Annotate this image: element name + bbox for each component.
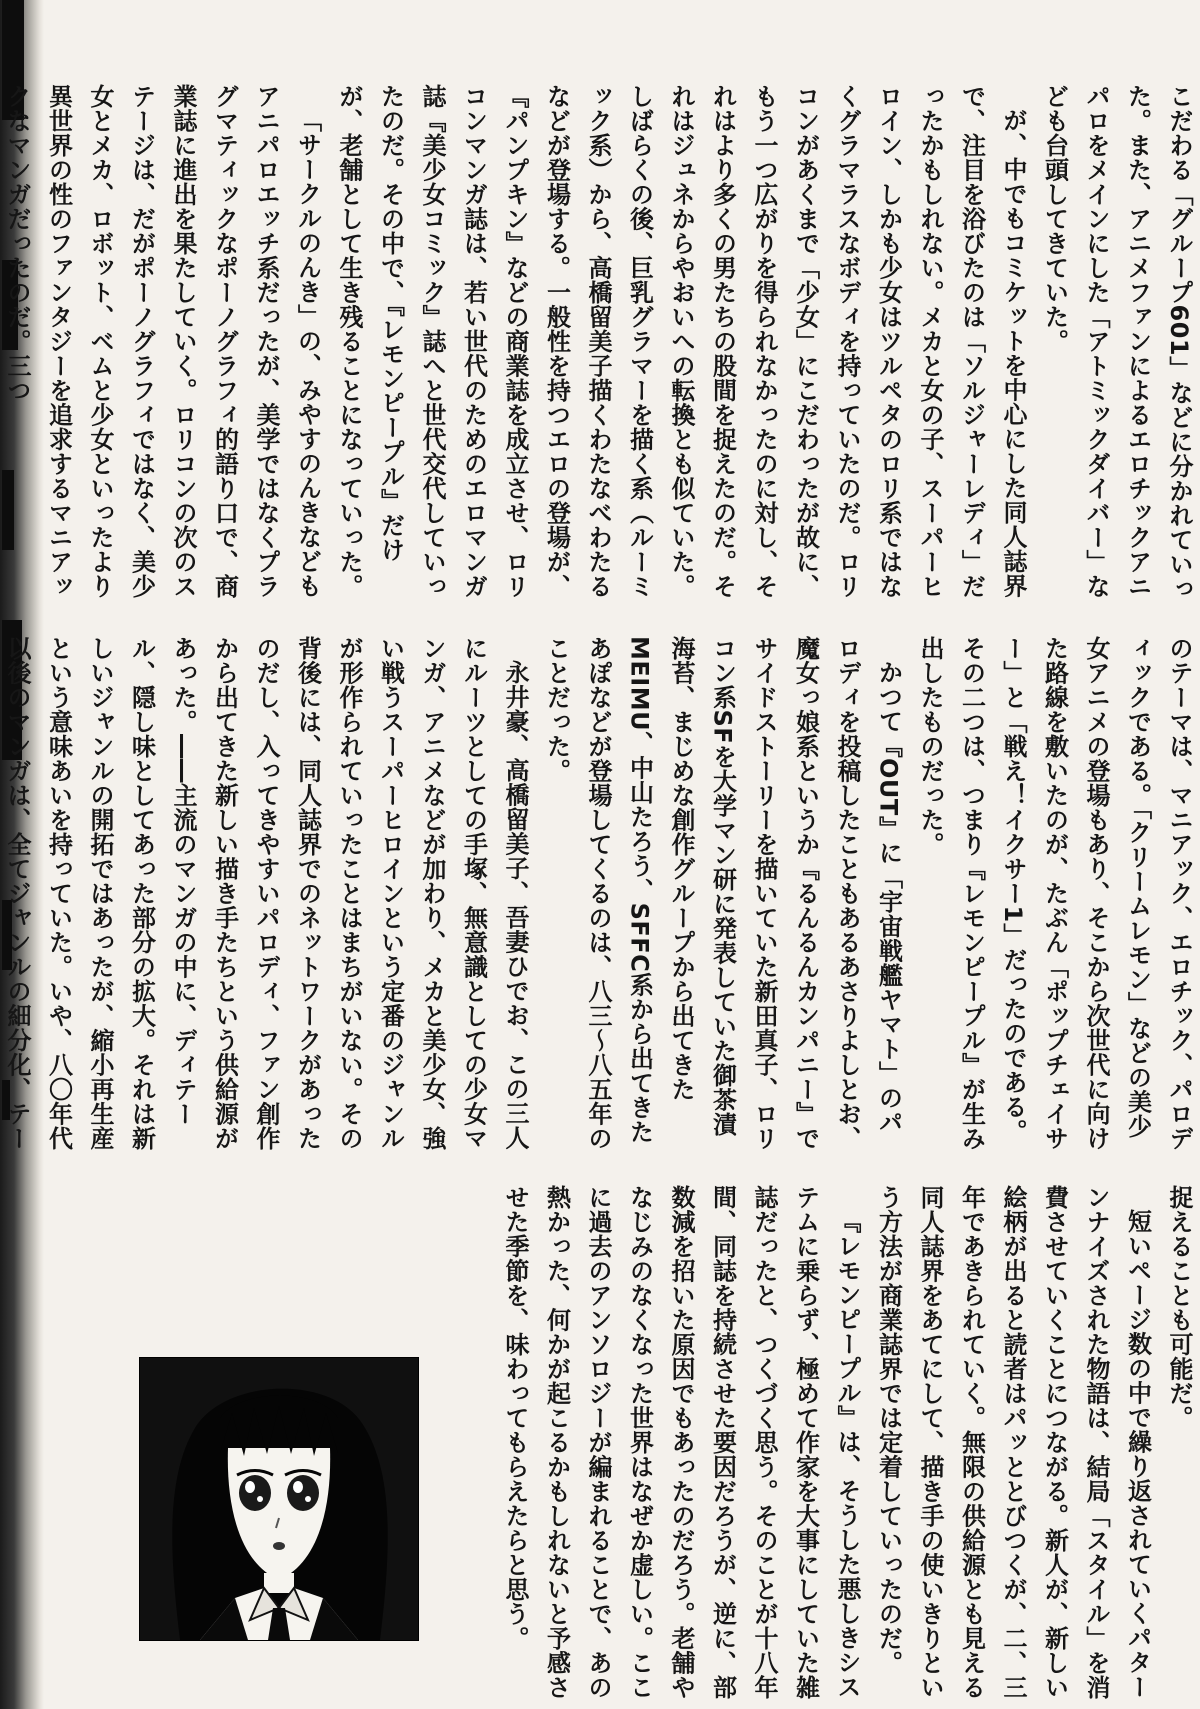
girl-portrait-image (140, 1358, 418, 1640)
paragraph: 永井豪、高橋留美子、吾妻ひでお、この三人にルーツとしての手塚、無意識としての少女マンガ、アニメなどが加わり、メカと美少女、強い戦うスーパーヒロインという定番のジャンルが形作られていったことはまちがいない。その背後には、同人誌界でのネットワークがあったのだし、入ってきやすいパロディ、ファン創作から出てきた新しい描き手たちという供給源があった。――主流のマンガの中に、ディテール、隠し味としてあった部分の拡大。それは新しいジャンルの開拓ではあったが、縮小再生産という意味あいを持っていた。いや、八〇年代以後のマンガは、全てジャンルの細分化、テー (3, 636, 529, 1151)
paragraph: こだわる「グループ601」などに分かれていった。また、アニメファンによるエロチックアニパロをメインにした「アトミックダイバー」なども台頭してきていた。 (1040, 84, 1193, 602)
paragraph: のテーマは、マニアック、エロチック、パロディックである。「クリームレモン」などの美少女アニメの登場もあり、そこから次世代に向けた路線を敷いたのが、たぶん「ポップチェイサー」と「戦え！イクサー1」だったのである。その二つは、つまり『レモンピープル』が生み出したものだった。 (916, 636, 1193, 1151)
paragraph: 短いページ数の中で繰り返されていくパターンナイズされた物語は、結局「スタイル」を消費させていくことにつながる。新人が、新しい絵柄が出ると読者はパッととびつくが、二、三年であきられていく。無限の供給源とも見える同人誌界をあてにして、描き手の使いきりという方法が商業誌界では定着していったのだ。 (874, 1185, 1152, 1700)
column-bottom (480, 1185, 1199, 1707)
paragraph: 『レモンピープル』は、そうした悪しきシステムに乗らず、極めて作家を大事にしていた雑誌だったと、つくづく思う。そのことが十八年間、同誌を持続させた要因だろうが、逆に、部数減を招いた原因でもあったのだろう。老舗やなじみのなくなった世界はなぜか虚しい。ここに過去のアンソロジーが編まれることで、あの熱かった、何かが起こるかもしれないと予感させた季節を、味わってもらえたらと思う。 (501, 1185, 861, 1700)
paragraph: が、中でもコミケットを中心にした同人誌界で、注目を浴びたのは「ソルジャーレディ」だったかもしれない。メカと女の子、スーパーヒロイン、しかも少女はツルペタのロリ系ではなくグラマラスなボディを持っていたのだ。ロリコンがあくまで「少女」にこだわったが故に、もう一つ広がりを得られなかったのに対し、それはより多くの男たちの股間を捉えたのだ。それはジュネからやおいへの転換とも似ていた。しばらくの後、巨乳グラマーを描く系（ルーミック系）から、高橋留美子描くわたなべわたるなどが登場する。一般性を持つエロの登場が、『パンプキン』などの商業誌を成立させ、ロリコンマンガ誌は、若い世代のためのエロマンガ誌『美少女コミック』誌へと世代交代していったのだ。その中で、『レモンピープル』だけが、老舗として生き残ることになっていった。 (335, 84, 1027, 599)
page (3, 0, 1200, 1709)
column-middle (3, 636, 1199, 1158)
manga-illustration (139, 1357, 419, 1641)
paragraph: 捉えることも可能だ。 (1165, 1185, 1193, 1430)
paragraph: かつて『OUT』に「宇宙戦艦ヤマト」のパロディを投稿したこともあるあさりよしとお、魔女っ娘系というか『るんるんカンパニー』でサイドストーリーを描いていた新田真子、ロリコン系SFを大学マン研に発表していた御茶漬海苔、まじめな創作グループから出てきたMEIMU、中山たろう、SFFC系から出てきたあぽなどが登場してくるのは、八三〜八五年のことだった。 (542, 636, 903, 1151)
column-top (3, 84, 1199, 606)
paragraph: 「サークルのんき」の、みやすのんきなどもアニパロエッチ系だったが、美学ではなくプラグマティックなポーノグラフィ的語り口で、商業誌に進出を果たしていく。ロリコンの次のステージは、だがポーノグラフィではなく、美少女とメカ、ロボット、ベムと少女といったより異世界の性のファンタジーを追求するマニアックなマンガだったのだ。三つ (3, 84, 322, 599)
